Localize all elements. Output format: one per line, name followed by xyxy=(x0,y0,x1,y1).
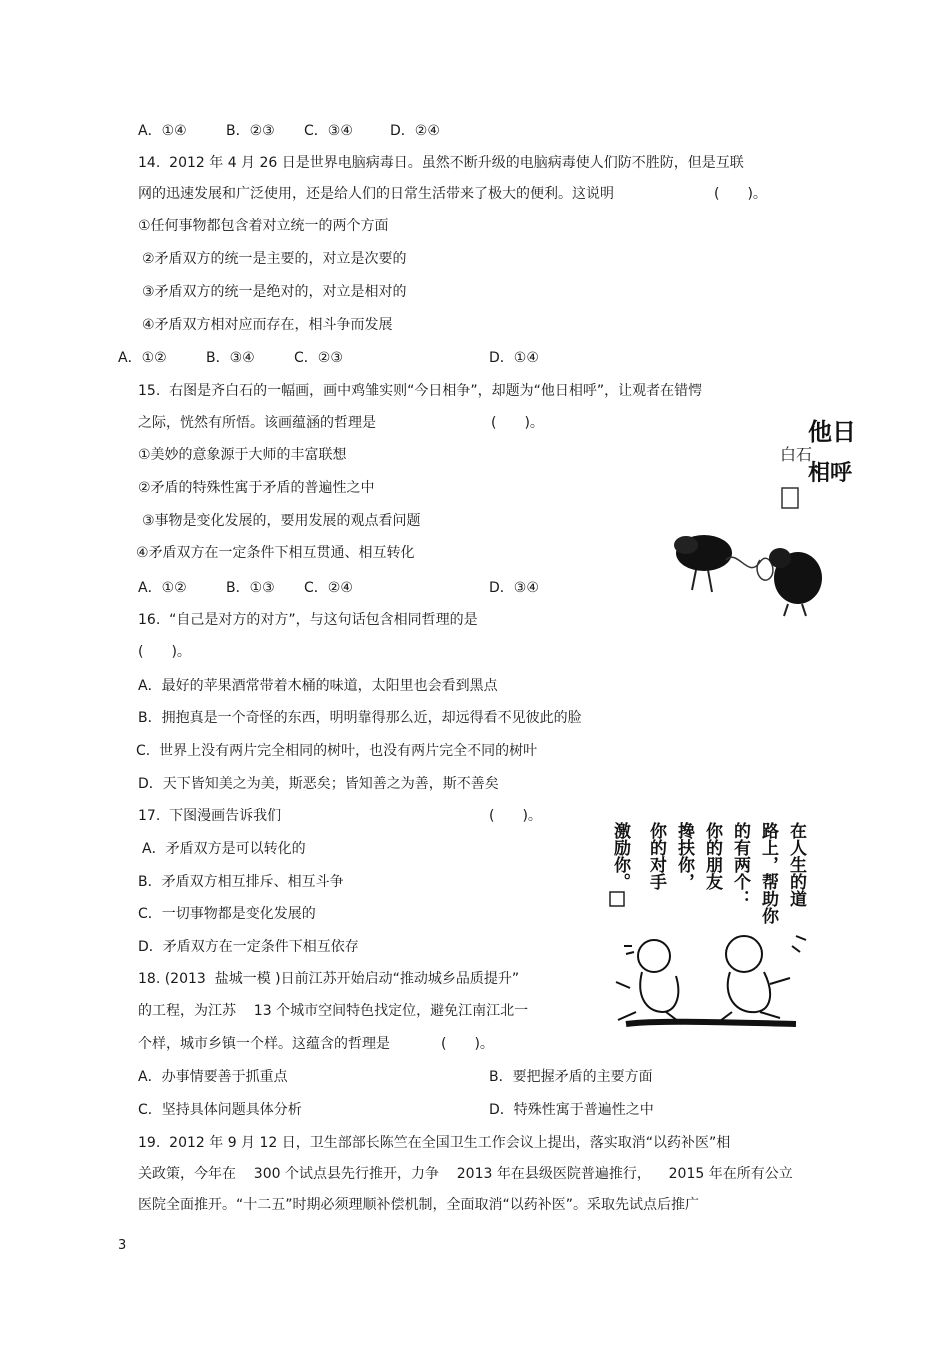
q17-option-d: D．矛盾双方在一定条件下相互依存 xyxy=(138,939,359,955)
q15-item-4: ④矛盾双方在一定条件下相互贯通、相互转化 xyxy=(136,545,415,561)
q14-answer-bracket: ( )。 xyxy=(714,186,767,202)
q14-stem-line1: 14. 2012 年 4 月 26 日是世界电脑病毒日。虽然不断升级的电脑病毒使人们防不胜防，但是互联 xyxy=(138,155,744,171)
q14-item-3: ③矛盾双方的统一是绝对的，对立是相对的 xyxy=(142,284,407,300)
cartoon-col-6: 你的对手 xyxy=(646,822,666,890)
running-figures xyxy=(616,936,806,1024)
q18-option-c: C．坚持具体问题具体分析 xyxy=(138,1102,302,1118)
q18-stem-line1: 18. (2013 盐城一模 )日前江苏开始启动“推动城乡品质提升” xyxy=(138,971,520,987)
q15-answer-bracket: ( )。 xyxy=(491,415,544,431)
q13-option-b: B．②③ xyxy=(226,123,275,139)
worm xyxy=(726,557,773,580)
q17-stem: 17. 下图漫画告诉我们 xyxy=(138,808,282,824)
q17-option-a: A．矛盾双方是可以转化的 xyxy=(142,841,306,857)
q14-item-2: ②矛盾双方的统一是主要的，对立是次要的 xyxy=(142,251,407,267)
q15-item-3: ③事物是变化发展的，要用发展的观点看问题 xyxy=(142,513,421,529)
q19-line1: 19. 2012 年 9 月 12 日，卫生部部长陈竺在全国卫生工作会议上提出，落实取消“以药补医”相 xyxy=(138,1135,731,1151)
q18-stem-line2: 的工程，为江苏 13 个城市空间特色找定位，避免江南江北一 xyxy=(138,1003,529,1019)
q16-option-d: D．天下皆知美之为美，斯恶矣；皆知善之为善，斯不善矣 xyxy=(138,776,499,792)
q16-option-a: A．最好的苹果酒常带着木桶的味道，太阳里也会看到黑点 xyxy=(138,678,498,694)
q14-option-c: C．②③ xyxy=(294,350,343,366)
q15-option-b: B．①③ xyxy=(226,580,275,596)
cartoon-illustration xyxy=(596,806,842,1038)
q19-line2: 关政策，今年在 300 个试点县先行推开，力争 2013 年在县级医院普遍推行， 2015 年在所有公立 xyxy=(138,1166,793,1182)
q15-option-a: A．①② xyxy=(138,580,187,596)
q14-option-b: B．③④ xyxy=(206,350,255,366)
q18-answer-bracket: ( )。 xyxy=(441,1036,494,1052)
q14-option-d: D．①④ xyxy=(489,350,539,366)
qi-baishi-painting xyxy=(668,418,856,620)
q16-answer-bracket: ( )。 xyxy=(138,644,191,660)
q15-stem-line1: 15. 右图是齐白石的一幅画，画中鸡雏实则“今日相争”，却题为“他日相呼”，让观者在错愕 xyxy=(138,383,703,399)
cartoon-col-5: 搀扶你， xyxy=(674,822,694,890)
q14-item-4: ④矛盾双方相对应而存在，相斗争而发展 xyxy=(142,317,393,333)
page-number: 3 xyxy=(118,1238,127,1253)
q19-line3: 医院全面推开。“十二五”时期必须理顺补偿机制，全面取消“以药补医”。采取先试点后推广 xyxy=(138,1197,700,1213)
cartoon-col-3: 的有两个： xyxy=(730,822,750,907)
cartoon-seal xyxy=(610,892,624,906)
q13-option-c: C．③④ xyxy=(304,123,353,139)
cartoon-col-1: 在人生的道 xyxy=(786,822,806,907)
q15-stem-line2: 之际，恍然有所悟。该画蕴涵的哲理是 xyxy=(138,415,376,431)
q16-option-b: B．拥抱真是一个奇怪的东西，明明靠得那么近，却远得看不见彼此的脸 xyxy=(138,710,582,726)
q15-option-c: C．②④ xyxy=(304,580,353,596)
inscription-xiang-hu: 相呼 xyxy=(808,461,853,486)
q14-option-a: A．①② xyxy=(118,350,167,366)
q14-item-1: ①任何事物都包含着对立统一的两个方面 xyxy=(138,218,389,234)
seal-mark xyxy=(782,488,798,508)
q18-option-a: A．办事情要善于抓重点 xyxy=(138,1069,288,1085)
q14-stem-line2: 网的迅速发展和广泛使用，还是给人们的日常生活带来了极大的便利。这说明 xyxy=(138,186,614,202)
q18-stem-line3: 个样，城市乡镇一个样。这蕴含的哲理是 xyxy=(138,1036,390,1052)
inscription-baishi: 白石 xyxy=(780,445,813,464)
q17-answer-bracket: ( )。 xyxy=(489,808,542,824)
q18-option-b: B．要把握矛盾的主要方面 xyxy=(489,1069,653,1085)
cartoon-col-4: 你的朋友 xyxy=(702,822,722,890)
q16-option-c: C. 世界上没有两片完全相同的树叶，也没有两片完全不同的树叶 xyxy=(136,743,538,759)
q17-option-b: B．矛盾双方相互排斥、相互斗争 xyxy=(138,874,344,890)
q15-item-1: ①美妙的意象源于大师的丰富联想 xyxy=(138,447,347,463)
q17-option-c: C．一切事物都是变化发展的 xyxy=(138,906,316,922)
inscription-ta-ri: 他日 xyxy=(808,418,856,446)
cartoon-col-7: 激励你。 xyxy=(610,822,630,890)
q15-option-d: D．③④ xyxy=(489,580,539,596)
q18-option-d: D．特殊性寓于普遍性之中 xyxy=(489,1102,654,1118)
q13-option-d: D．②④ xyxy=(390,123,440,139)
cartoon-col-2: 路上，帮助你 xyxy=(758,822,778,924)
q13-option-a: A．①④ xyxy=(138,123,187,139)
q15-item-2: ②矛盾的特殊性寓于矛盾的普遍性之中 xyxy=(138,480,375,496)
q16-stem: 16. “自己是对方的对方”，与这句话包含相同哲理的是 xyxy=(138,612,478,628)
